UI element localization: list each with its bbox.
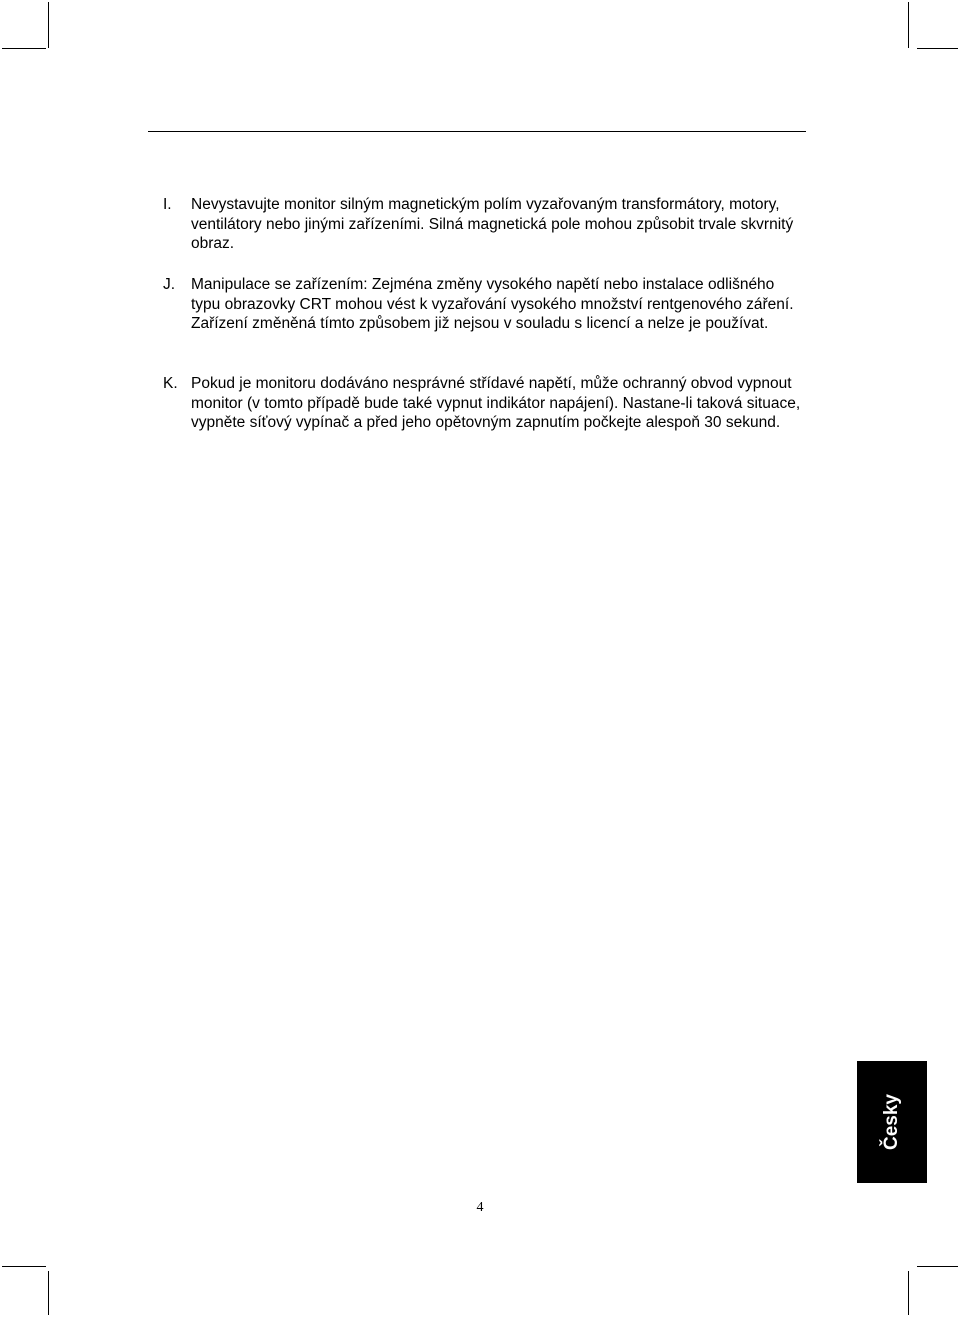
crop-mark — [2, 1266, 46, 1267]
crop-mark — [48, 1271, 49, 1315]
item-text: Manipulace se zařízením: Zejména změny vysokého napětí nebo instalace odlišného typu obrazovky CRT mohou vést k vyzařování vysokého množství rentgenového záření. Zařízení změněná tímto způsobem již nejsou v souladu s licencí a nelze je používat. — [191, 276, 794, 333]
item-letter: I. — [163, 196, 172, 213]
item-letter: K. — [163, 375, 178, 392]
crop-mark — [48, 2, 49, 48]
page-number: 4 — [476, 1200, 484, 1215]
crop-mark — [908, 2, 909, 48]
language-tab — [857, 1061, 927, 1183]
item-text: Pokud je monitoru dodáváno nesprávné střídavé napětí, může ochranný obvod vypnout monitor (v tomto případě bude také vypnut indikátor napájení). Nastane-li taková situace, vypněte síťový vypínač a před jeho opětovným zapnutím počkejte alespoň 30 sekund. — [191, 375, 801, 432]
list-item — [163, 374, 803, 433]
item-letter: J. — [163, 276, 176, 293]
crop-mark — [917, 1266, 958, 1267]
item-text: Nevystavujte monitor silným magnetickým polím vyzařovaným transformátory, motory, ventilátory nebo jinými zařízeními. Silná magnetická pole mohou způsobit trvale skvrnitý obraz. — [191, 196, 794, 253]
language-tab-label: Česky — [881, 1094, 902, 1150]
list-item — [163, 195, 803, 254]
list-item — [163, 275, 803, 334]
header-rule — [148, 131, 806, 132]
crop-mark — [2, 48, 46, 49]
crop-mark — [908, 1271, 909, 1315]
crop-mark — [917, 48, 958, 49]
